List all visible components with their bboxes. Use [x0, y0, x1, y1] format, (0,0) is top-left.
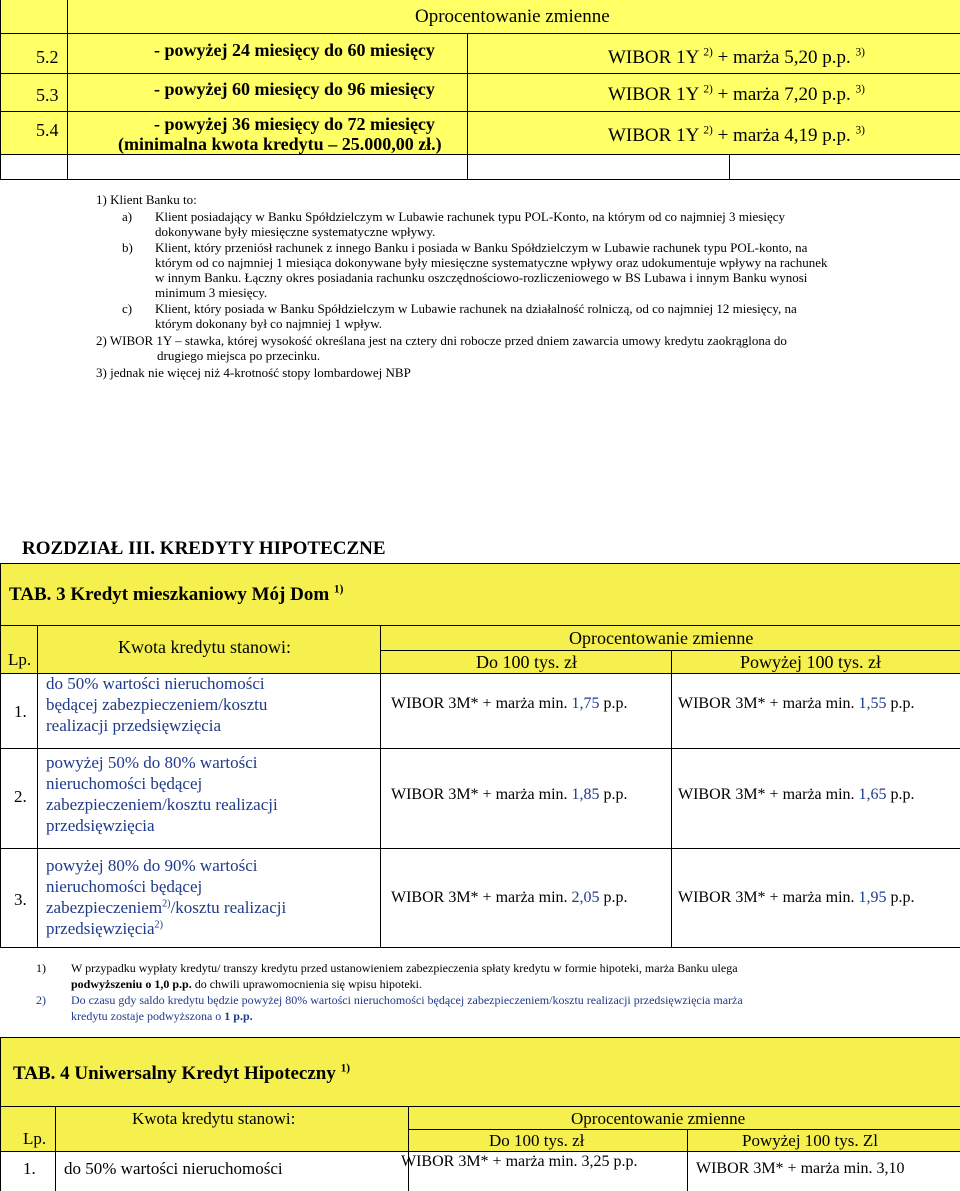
note-1a: a) Klient posiadający w Banku Spółdzielczym w Lubawie rachunek typu POL-Konto, na którym od co najmniej 3 miesięcy dokonywane były miesięczne systematyczne wpływy.: [122, 209, 785, 239]
tab4-col1-header: Do 100 tys. zł: [489, 1131, 585, 1150]
tab3-row3-col2: WIBOR 3M* + marża min. 1,95 p.p.: [678, 889, 915, 906]
row-5-4-lp: 5.4: [36, 120, 59, 140]
note-1b: b) Klient, który przeniósł rachunek z innego Banku i posiada w Banku Spółdzielczym w Lubawie rachunek typu POL-konto, na którym od co najmniej 1 miesiąca dokonywane były miesięczne systematyczne wpływy oraz udokumentuje wpływy na rachunek w innym Banku. Łączny okres posiadania rachunku oszczędnościowo-rozliczeniowego w BS Lubawa i innym Banku wynosi minimum 3 miesięcy.: [122, 240, 828, 300]
tab3-row2-col1: WIBOR 3M* + marża min. 1,85 p.p.: [391, 786, 628, 803]
tab3-row2-desc: powyżej 50% do 80% wartości nieruchomości będącej zabezpieczeniem/kosztu realizacji przedsięwzięcia: [46, 753, 278, 835]
tab3-col2-header: Powyżej 100 tys. zł: [740, 652, 881, 672]
tab3-rate-header: Oprocentowanie zmienne: [569, 628, 754, 648]
tab3-row3-col1: WIBOR 3M* + marża min. 2,05 p.p.: [391, 889, 628, 906]
tab3-row1-col1-cell: [380, 673, 672, 749]
row-5-3-desc-cell: [67, 73, 468, 112]
tab4-col2-header-cell: [687, 1129, 960, 1152]
tab4-lp-header-cell: [0, 1106, 56, 1152]
tab3-col1-header-cell: [380, 650, 672, 674]
tab4-row1-col2: WIBOR 3M* + marża min. 3,10: [696, 1160, 905, 1177]
row-5-4-desc: - powyżej 36 miesięcy do 72 miesięcy (minimalna kwota kredytu – 25.000,00 zł.): [118, 114, 442, 154]
row-5-3-lp-cell: [0, 73, 68, 112]
tab4-lp-header: Lp.: [23, 1129, 47, 1148]
row-5-4-desc-cell: [67, 111, 468, 155]
row-5-4-lp-cell: [0, 111, 68, 155]
tab4-rate-header-cell: [408, 1106, 960, 1130]
notes-top: [96, 192, 876, 380]
tab3-col1-header: Do 100 tys. zł: [476, 652, 577, 672]
tab3-lp-header: Lp.: [8, 650, 32, 669]
tab3-footnote-2: 2) Do czasu gdy saldo kredytu będzie powyżej 80% wartości nieruchomości będącej zabezpieczeniem/kosztu realizacji przedsięwzięcia marża kredytu zostaje podwyższona o 1 p.p.: [36, 993, 743, 1023]
row-5-3-desc: - powyżej 60 miesięcy do 96 miesięcy: [154, 79, 435, 99]
note-2: 2) WIBOR 1Y – stawka, której wysokość określana jest na cztery dni robocze przed dniem zawarcia umowy kredytu zaokrąglona do: [96, 333, 787, 348]
tab3-row1-desc-cell: [37, 673, 381, 749]
tab3-row3-desc-cell: [37, 848, 381, 948]
tab3-row2-desc-cell: [37, 748, 381, 849]
tab3-title-bar: [0, 563, 960, 626]
note-1c: c) Klient, który posiada w Banku Spółdzielczym w Lubawie rachunek na działalność rolniczą, od co najmniej 12 miesięcy, na którym dokonany był co najmniej 1 wpływ.: [122, 301, 797, 331]
tab4-row1-col2-cell: [687, 1151, 960, 1191]
tab4-rate-header: Oprocentowanie zmienne: [571, 1109, 746, 1128]
tab3-row3-col1-cell: [380, 848, 672, 948]
tab3-row1-desc: do 50% wartości nieruchomości będącej zabezpieczeniem/kosztu realizacji przedsięwzięcia: [46, 674, 268, 735]
row-5-3-lp: 5.3: [36, 85, 59, 105]
tab3-title: TAB. 3 Kredyt mieszkaniowy Mój Dom $^{1)}$: [9, 583, 344, 605]
note-2-cont: drugiego miejsca po przecinku.: [157, 348, 321, 363]
row-5-2-rate-cell: [467, 33, 960, 74]
tab4-amount-header-cell: [55, 1106, 409, 1152]
tab3-amount-header-cell: [37, 625, 381, 674]
chapter-title: ROZDZIAŁ III. KREDYTY HIPOTECZNE: [22, 538, 386, 559]
row-5-4-rate: WIBOR 1Y $^{2)}$ + marża 4,19 p.p. $^{3)}$: [608, 124, 865, 146]
tab3-row2-col1-cell: [380, 748, 672, 849]
empty-row-desc-cell: [67, 154, 468, 180]
tab4-row1-lp: 1.: [23, 1159, 36, 1178]
tab3-row3-col2-cell: [671, 848, 960, 948]
tab3-row1-col1: WIBOR 3M* + marża min. 1,75 p.p.: [391, 695, 628, 712]
tab4-col2-header: Powyżej 100 tys. Zl: [742, 1131, 878, 1150]
row-5-2-lp: 5.2: [36, 47, 59, 67]
tab3-rate-header-cell: [380, 625, 960, 651]
tab3-footnotes: [36, 960, 946, 1024]
tab3-row3-lp-cell: [0, 848, 38, 948]
empty-row-rate2-cell: [729, 154, 960, 180]
tab3-row1-lp-cell: [0, 673, 38, 749]
row-5-2-desc-cell: [67, 33, 468, 74]
tab4-row1-lp-cell: [0, 1151, 56, 1191]
tab4-row1-desc-cell: [55, 1151, 409, 1191]
tab3-row1-col2-cell: [671, 673, 960, 749]
tab3-row1-lp: 1.: [14, 702, 27, 721]
tab3-row2-col2-cell: [671, 748, 960, 849]
tab4-title: TAB. 4 Uniwersalny Kredyt Hipoteczny $^{1)}$: [13, 1062, 351, 1084]
row-5-2-rate: WIBOR 1Y $^{2)}$ + marża 5,20 p.p. $^{3)}$: [608, 46, 865, 68]
empty-row-rate-cell: [467, 154, 730, 180]
tab4-col1-header-cell: [408, 1129, 688, 1152]
row-5-3-rate: WIBOR 1Y $^{2)}$ + marża 7,20 p.p. $^{3)}$: [608, 83, 865, 105]
row-5-2-lp-cell: [0, 33, 68, 74]
tab3-row1-col2: WIBOR 3M* + marża min. 1,55 p.p.: [678, 695, 915, 712]
row-5-2-desc: - powyżej 24 miesięcy do 60 miesięcy: [154, 40, 435, 60]
tab3-col2-header-cell: [671, 650, 960, 674]
tab3-row2-lp-cell: [0, 748, 38, 849]
tab4-title-bar: [0, 1037, 960, 1107]
tab4-row1-desc: do 50% wartości nieruchomości: [64, 1159, 283, 1178]
row-5-3-rate-cell: [467, 73, 960, 112]
tab4-row1-col1-cell: [401, 1151, 688, 1191]
tab4-row1-col1: WIBOR 3M* + marża min. 3,25 p.p.: [401, 1153, 638, 1170]
tab3-footnote-1: 1) W przypadku wypłaty kredytu/ transzy kredytu przed ustanowieniem zabezpieczenia spłaty kredytu w formie hipoteki, marża Banku ulega podwyższeniu o 1,0 p.p. do chwili uprawomocnienia się wpisu hipoteki.: [36, 961, 738, 991]
note-3: 3) jednak nie więcej niż 4-krotność stopy lombardowej NBP: [96, 365, 411, 380]
tab3-amount-header: Kwota kredytu stanowi:: [118, 637, 291, 657]
top-table-header: Oprocentowanie zmienne: [415, 6, 610, 27]
tab3-row3-desc: powyżej 80% do 90% wartości nieruchomości będącej zabezpieczeniem$^{2)}$/kosztu realizacji przedsięwzięcia$^{2)}$: [46, 856, 287, 938]
tab3-row3-lp: 3.: [14, 890, 27, 909]
note-1: 1) Klient Banku to:: [96, 192, 197, 207]
tab3-row2-lp: 2.: [14, 787, 27, 806]
tab3-lp-header-cell: [0, 625, 38, 674]
tab4-amount-header: Kwota kredytu stanowi:: [132, 1109, 296, 1128]
tab3-row2-col2: WIBOR 3M* + marża min. 1,65 p.p.: [678, 786, 915, 803]
row-5-4-rate-cell: [467, 111, 960, 155]
top-table-header-cell: [67, 0, 960, 34]
empty-row-lp-cell: [0, 154, 68, 180]
top-table-header-lp-cell: [0, 0, 68, 34]
